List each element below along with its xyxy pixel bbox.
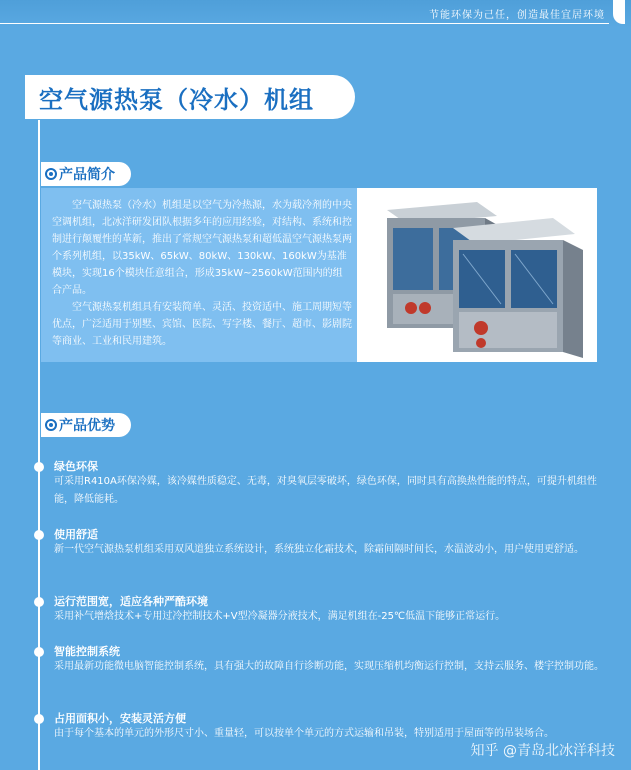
header-tab-mark <box>613 0 625 24</box>
bullet-dot-icon <box>34 647 44 657</box>
timeline-line <box>38 120 40 770</box>
bullet-dot-icon <box>34 714 44 724</box>
section-title: 产品优势 <box>59 418 115 434</box>
target-icon <box>45 168 57 180</box>
section-title: 产品简介 <box>59 167 115 183</box>
heat-pump-unit-front <box>453 218 583 358</box>
heat-pump-illustration <box>357 188 597 362</box>
section-label-intro <box>41 162 131 186</box>
advantage-heading: 使用舒适 <box>54 528 98 541</box>
advantage-heading: 占用面积小，安装灵活方便 <box>54 712 186 725</box>
top-divider <box>0 23 609 24</box>
page-title: 空气源热泵（冷水）机组 <box>39 85 314 114</box>
section-label-advantages <box>41 413 131 437</box>
intro-paragraph: 空气源热泵机组具有安装简单、灵活、投资适中、施工周期短等优点，广泛适用于别墅、宾馆、医院、写字楼、餐厅、超市、影剧院等商业、工业和民用建筑。 <box>52 302 352 347</box>
header-slogan: 节能环保为己任，创造最佳宜居环境 <box>429 10 605 21</box>
target-icon <box>45 419 57 431</box>
advantage-body: 由于每个基本的单元的外形尺寸小、重量轻，可以按单个单元的方式运输和吊装，特别适用于屋面等的吊装场合。 <box>54 728 554 739</box>
bullet-dot-icon <box>34 530 44 540</box>
bullet-dot-icon <box>34 462 44 472</box>
advantage-heading: 运行范围宽，适应各种严酷环境 <box>54 595 208 608</box>
advantage-body: 采用补气增焓技术+专用过冷控制技术+V型冷凝器分液技术，满足机组在-25℃低温下能够正常运行。 <box>54 611 506 622</box>
advantage-heading: 绿色环保 <box>54 460 98 473</box>
bullet-dot-icon <box>34 597 44 607</box>
advantage-body: 新一代空气源热泵机组采用双风道独立系统设计，系统独立化霜技术，除霜间隔时间长，水温波动小，用户使用更舒适。 <box>54 544 584 555</box>
advantage-body: 可采用R410A环保冷媒，该冷媒性质稳定、无毒，对臭氧层零破坏，绿色环保，同时具有高换热性能的特点，可提升机组性能，降低能耗。 <box>54 476 597 505</box>
product-photo <box>357 188 597 362</box>
advantage-heading: 智能控制系统 <box>54 645 120 658</box>
watermark-text: 知乎 @青岛北冰洋科技 <box>470 743 615 759</box>
intro-text <box>52 197 352 350</box>
title-banner <box>25 75 355 119</box>
intro-paragraph: 空气源热泵（冷水）机组是以空气为冷热源，水为载冷剂的中央空调机组，北冰洋研发团队根据多年的应用经验，对结构、系统和控制进行颠覆性的革新，推出了常规空气源热泵和超低温空气源热泵两个系列机组，以35kW、65kW、80kW、130kW、160kW为基准模块，实现16个模块任意组合，形成35kW~2560kW范围内的组合产品。 <box>52 200 352 296</box>
advantage-body: 采用最新功能微电脑智能控制系统，具有强大的故障自行诊断功能，实现压缩机均衡运行控制，支持云服务、楼宇控制功能。 <box>54 661 604 672</box>
